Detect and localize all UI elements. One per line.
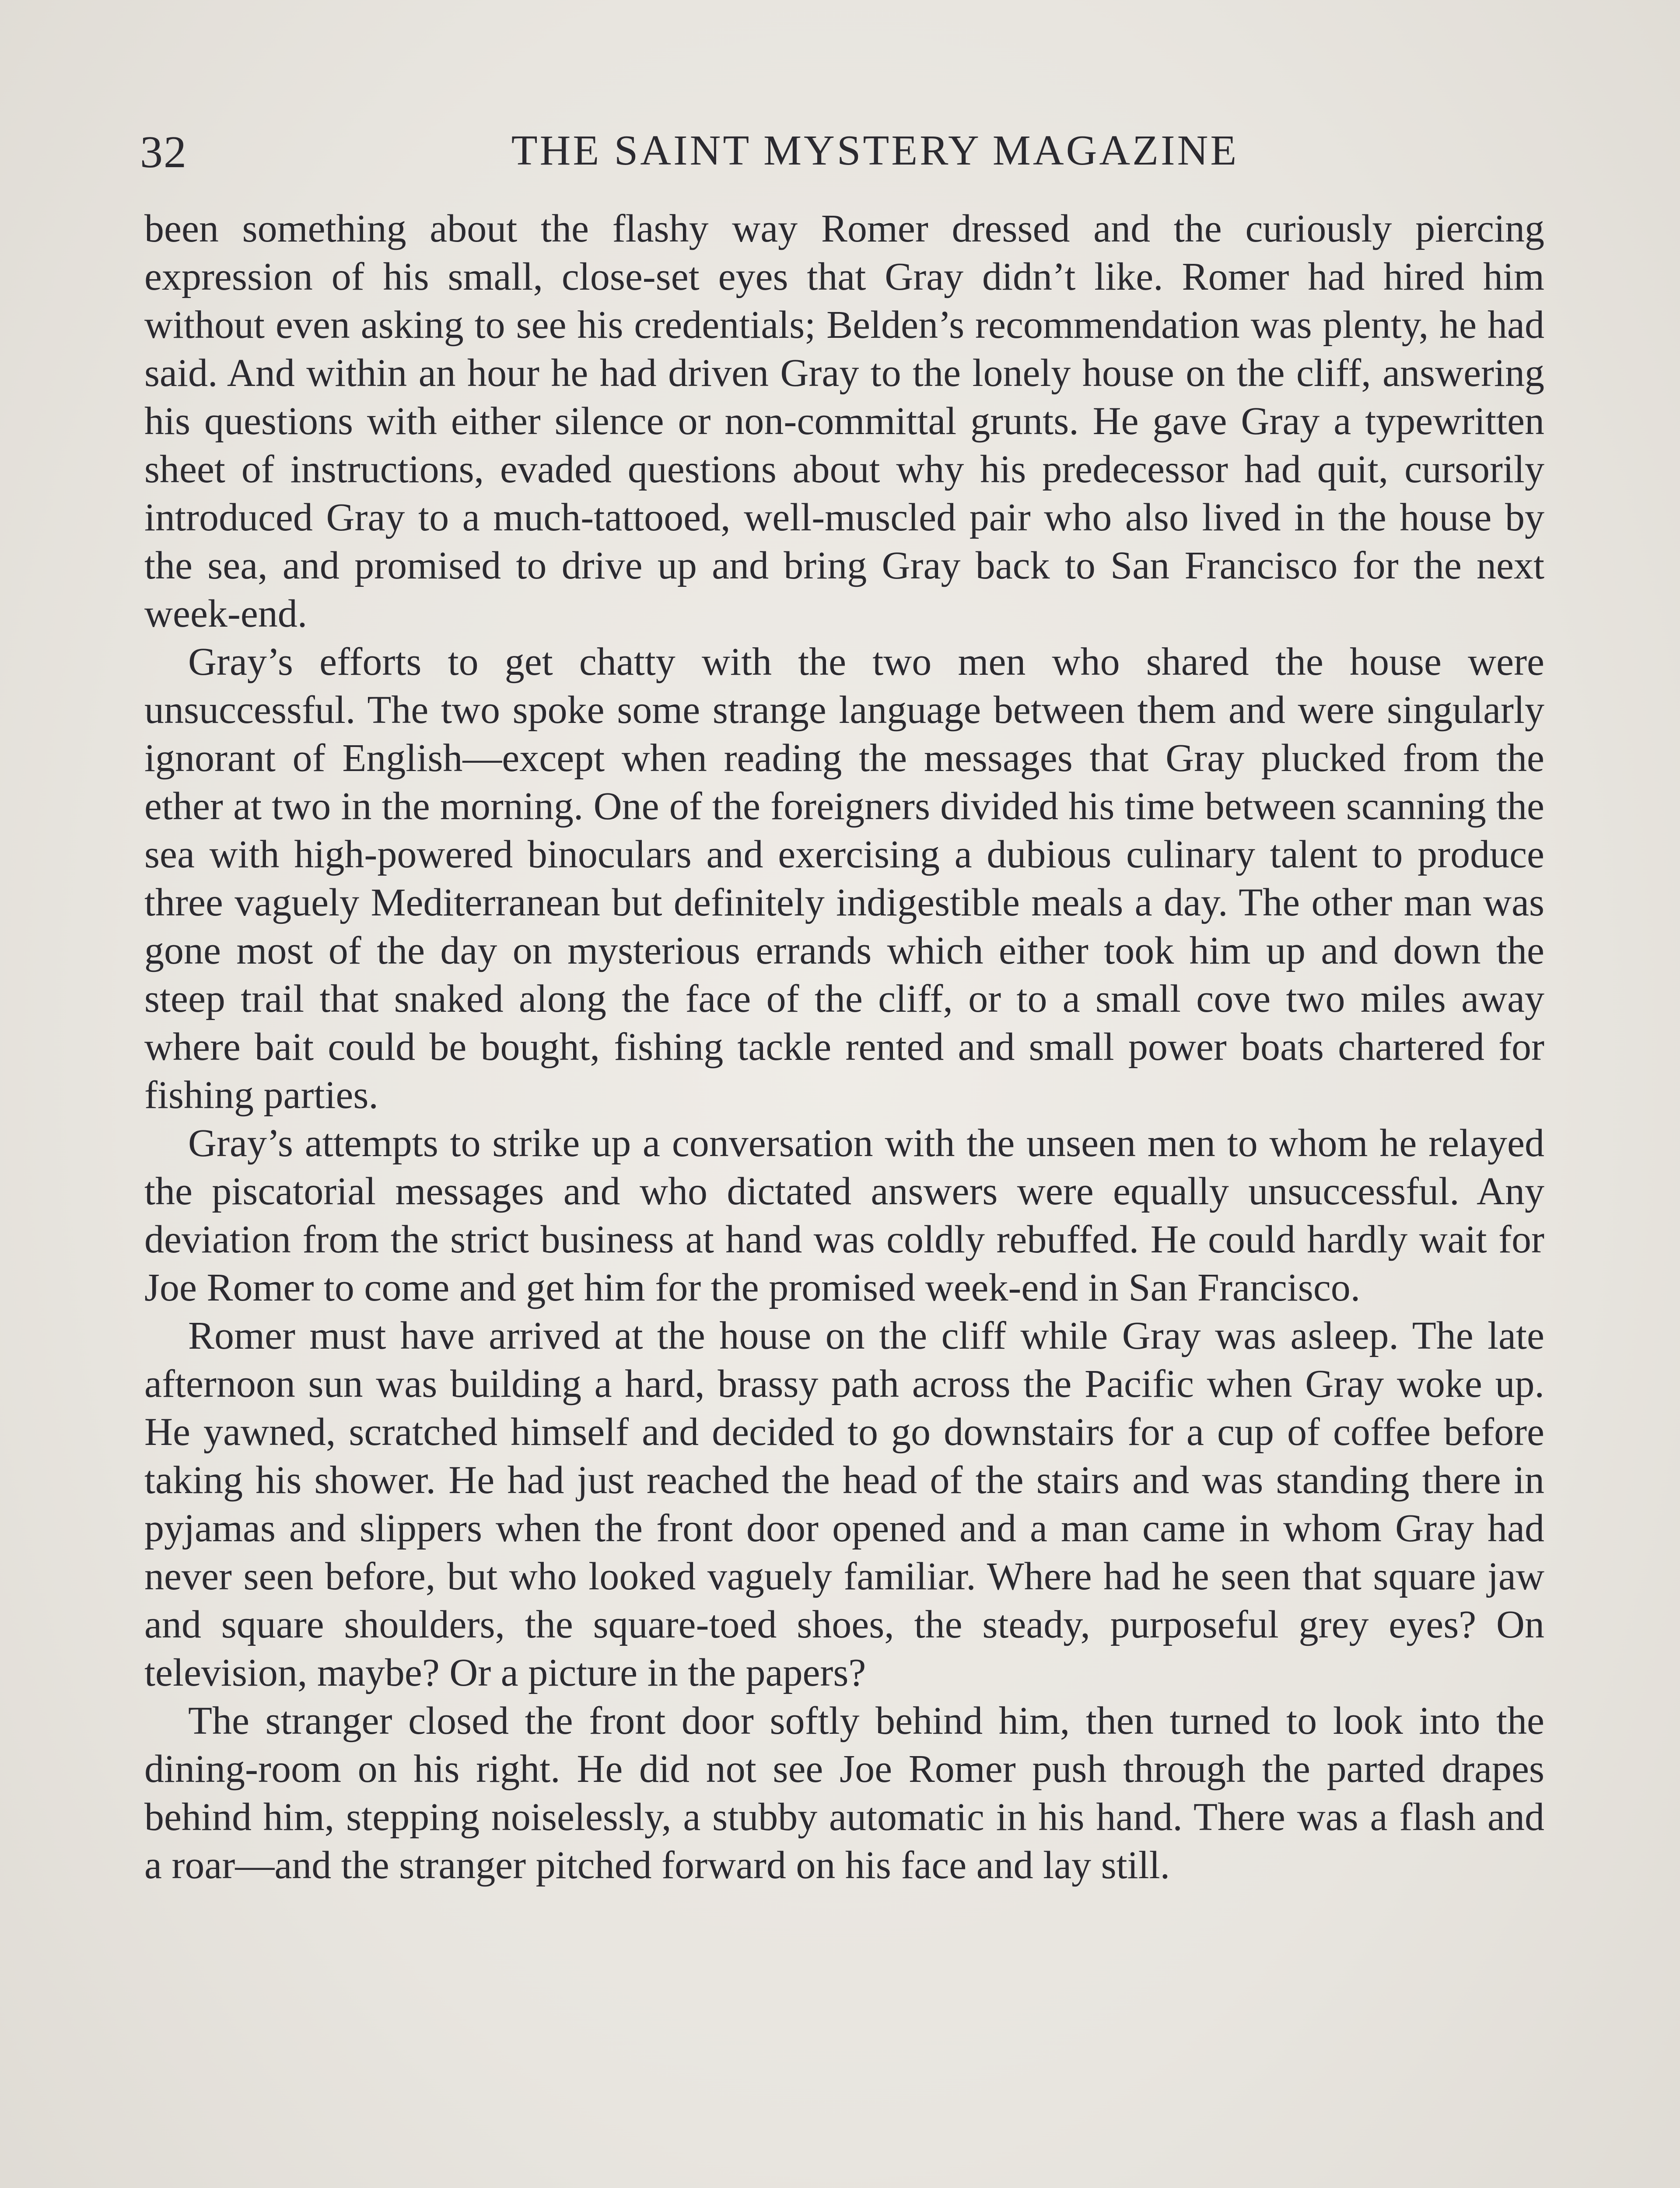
paragraph: been something about the flashy way Romer dressed and the curiously piercing expression of his small, close-set eyes that Gray didn’t like. Romer had hired him without even asking to see his credentials; Belden’s recommendation was plenty, he had said. And within an hour he had driven Gray to the lonely house on the cliff, answering his questions with either silence or non-committal grunts. He gave Gray a typewritten sheet of instructions, evaded questions about why his predecessor had quit, cursorily introduced Gray to a much-tattooed, well-muscled pair who also lived in the house by the sea, and promised to drive up and bring Gray back to San Francisco for the next week-end. <box>144 207 1544 635</box>
paragraph: The stranger closed the front door softly behind him, then turned to look into the dining-room on his right. He did not see Joe Romer push through the parted drapes behind him, stepping noiselessly, a stubby automatic in his hand. There was a flash and a roar—and the stranger pitched forward on his face and lay still. <box>144 1699 1544 1887</box>
running-head <box>140 118 1553 184</box>
paragraph: Gray’s efforts to get chatty with the two men who shared the house were unsuccessful. The two spoke some strange language between them and were singularly ignorant of English—except when reading the messages that Gray plucked from the ether at two in the morning. One of the foreigners divided his time between scanning the sea with high-powered binoculars and exercising a dubious culinary talent to produce three vaguely Mediterranean but definitely indigestible meals a day. The other man was gone most of the day on mysterious errands which either took him up and down the steep trail that snaked along the face of the cliff, or to a small cove two miles away where bait could be bought, fishing tackle rented and small power boats chartered for fishing parties. <box>144 640 1544 1117</box>
paragraph: Romer must have arrived at the house on the cliff while Gray was asleep. The late afternoon sun was building a hard, brassy path across the Pacific when Gray woke up. He yawned, scratched himself and decided to go downstairs for a cup of coffee before taking his shower. He had just reached the head of the stairs and was standing there in pyjamas and slippers when the front door opened and a man came in whom Gray had never seen before, but who looked vaguely familiar. Where had he seen that square jaw and square shoulders, the square-toed shoes, the steady, purposeful grey eyes? On television, maybe? Or a picture in the papers? <box>144 1314 1544 1694</box>
magazine-title: THE SAINT MYSTERY MAGAZINE <box>511 127 1239 174</box>
article-body <box>144 205 1544 1890</box>
page-number: 32 <box>140 127 187 177</box>
paragraph: Gray’s attempts to strike up a conversation with the unseen men to whom he relayed the piscatorial messages and who dictated answers were equally unsuccessful. Any deviation from the strict business at hand was coldly rebuffed. He could hardly wait for Joe Romer to come and get him for the promised week-end in San Francisco. <box>144 1122 1544 1309</box>
